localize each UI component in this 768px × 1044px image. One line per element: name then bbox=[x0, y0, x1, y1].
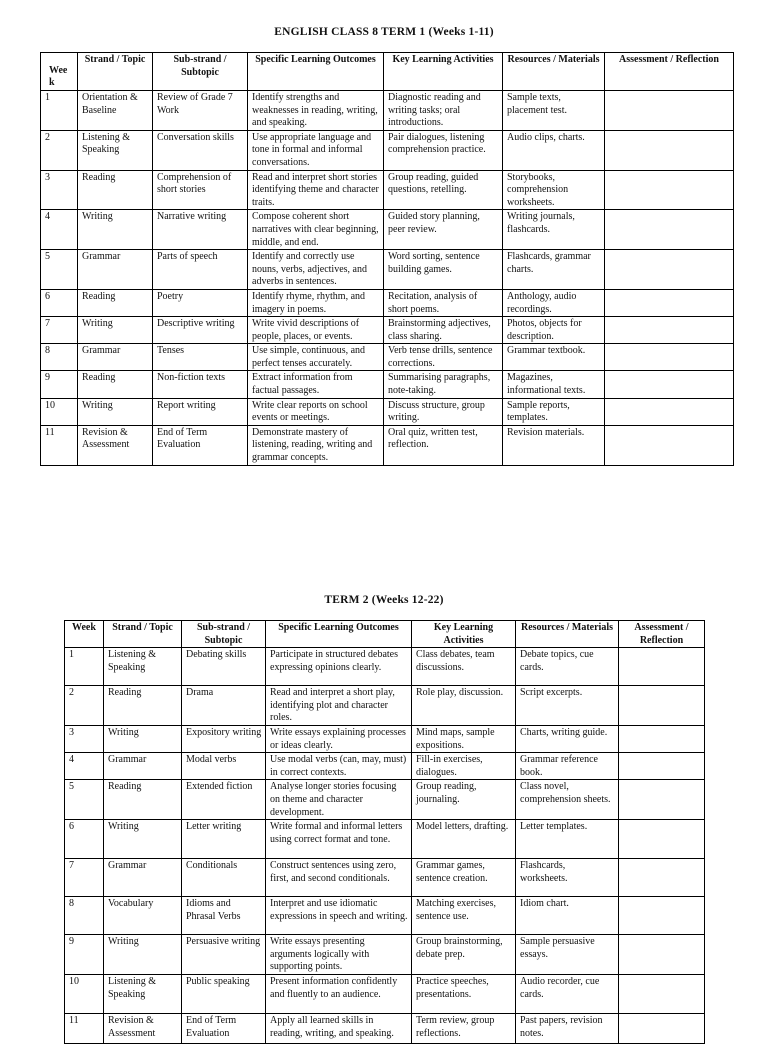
assessment-cell bbox=[619, 935, 705, 975]
resources-cell: Sample texts, placement test. bbox=[503, 91, 605, 131]
resources-cell: Anthology, audio recordings. bbox=[503, 289, 605, 316]
week-cell: 8 bbox=[65, 897, 104, 935]
term1-scheme-table bbox=[40, 52, 734, 466]
table-row bbox=[65, 935, 705, 975]
strand-cell: Writing bbox=[78, 210, 153, 250]
activities-cell: Recitation, analysis of short poems. bbox=[384, 289, 503, 316]
header-strand: Strand / Topic bbox=[78, 53, 153, 91]
outcomes-cell: Write formal and informal letters using correct format and tone. bbox=[266, 820, 412, 859]
outcomes-cell: Identify and correctly use nouns, verbs, adjectives, and adverbs in sentences. bbox=[248, 250, 384, 290]
outcomes-cell: Apply all learned skills in reading, writing, and speaking. bbox=[266, 1013, 412, 1043]
week-cell: 5 bbox=[41, 250, 78, 290]
week-cell: 11 bbox=[65, 1013, 104, 1043]
strand-cell: Listening & Speaking bbox=[104, 974, 182, 1013]
outcomes-cell: Use appropriate language and tone in formal and informal conversations. bbox=[248, 130, 384, 170]
table-row bbox=[65, 859, 705, 897]
activities-cell: Role play, discussion. bbox=[412, 686, 516, 726]
table-row bbox=[41, 344, 734, 371]
table-row bbox=[65, 648, 705, 686]
resources-cell: Magazines, informational texts. bbox=[503, 371, 605, 398]
outcomes-cell: Present information confidently and fluently to an audience. bbox=[266, 974, 412, 1013]
activities-cell: Oral quiz, written test, reflection. bbox=[384, 425, 503, 465]
assessment-cell bbox=[605, 344, 734, 371]
term1-header-row bbox=[41, 53, 734, 91]
header-activities: Key Learning Activities bbox=[384, 53, 503, 91]
resources-cell: Audio recorder, cue cards. bbox=[516, 974, 619, 1013]
strand-cell: Writing bbox=[104, 725, 182, 752]
substrand-cell: End of Term Evaluation bbox=[153, 425, 248, 465]
table-row bbox=[41, 317, 734, 344]
assessment-cell bbox=[619, 897, 705, 935]
activities-cell: Pair dialogues, listening comprehension practice. bbox=[384, 130, 503, 170]
activities-cell: Grammar games, sentence creation. bbox=[412, 859, 516, 897]
table-row bbox=[41, 91, 734, 131]
term2-title: TERM 2 (Weeks 12-22) bbox=[324, 594, 444, 606]
table-row bbox=[41, 398, 734, 425]
week-cell: 11 bbox=[41, 425, 78, 465]
resources-cell: Storybooks, comprehension worksheets. bbox=[503, 170, 605, 210]
outcomes-cell: Write essays presenting arguments logically with supporting points. bbox=[266, 935, 412, 975]
table-row bbox=[65, 780, 705, 820]
outcomes-cell: Read and interpret a short play, identifying plot and character roles. bbox=[266, 686, 412, 726]
term2-scheme-table bbox=[64, 620, 705, 1044]
resources-cell: Idiom chart. bbox=[516, 897, 619, 935]
substrand-cell: Persuasive writing bbox=[182, 935, 266, 975]
strand-cell: Grammar bbox=[104, 753, 182, 780]
activities-cell: Group brainstorming, debate prep. bbox=[412, 935, 516, 975]
substrand-cell: Modal verbs bbox=[182, 753, 266, 780]
table-row bbox=[65, 1013, 705, 1043]
activities-cell: Diagnostic reading and writing tasks; oral introductions. bbox=[384, 91, 503, 131]
assessment-cell bbox=[605, 250, 734, 290]
strand-cell: Revision & Assessment bbox=[104, 1013, 182, 1043]
strand-cell: Reading bbox=[104, 686, 182, 726]
substrand-cell: Poetry bbox=[153, 289, 248, 316]
strand-cell: Listening & Speaking bbox=[104, 648, 182, 686]
week-cell: 2 bbox=[65, 686, 104, 726]
resources-cell: Writing journals, flashcards. bbox=[503, 210, 605, 250]
activities-cell: Discuss structure, group writing. bbox=[384, 398, 503, 425]
week-cell: 9 bbox=[65, 935, 104, 975]
substrand-cell: Narrative writing bbox=[153, 210, 248, 250]
substrand-cell: Debating skills bbox=[182, 648, 266, 686]
assessment-cell bbox=[605, 91, 734, 131]
table-row bbox=[41, 210, 734, 250]
activities-cell: Verb tense drills, sentence corrections. bbox=[384, 344, 503, 371]
table-row bbox=[65, 974, 705, 1013]
outcomes-cell: Participate in structured debates expressing opinions clearly. bbox=[266, 648, 412, 686]
activities-cell: Fill-in exercises, dialogues. bbox=[412, 753, 516, 780]
week-cell: 10 bbox=[65, 974, 104, 1013]
week-cell: 9 bbox=[41, 371, 78, 398]
assessment-cell bbox=[605, 130, 734, 170]
substrand-cell: Non-fiction texts bbox=[153, 371, 248, 398]
week-cell: 5 bbox=[65, 780, 104, 820]
term1-title: ENGLISH CLASS 8 TERM 1 (Weeks 1-11) bbox=[274, 26, 494, 38]
substrand-cell: Report writing bbox=[153, 398, 248, 425]
week-cell: 10 bbox=[41, 398, 78, 425]
outcomes-cell: Demonstrate mastery of listening, reading, writing and grammar concepts. bbox=[248, 425, 384, 465]
strand-cell: Vocabulary bbox=[104, 897, 182, 935]
assessment-cell bbox=[605, 170, 734, 210]
strand-cell: Grammar bbox=[78, 344, 153, 371]
week-cell: 3 bbox=[65, 725, 104, 752]
strand-cell: Reading bbox=[78, 289, 153, 316]
outcomes-cell: Analyse longer stories focusing on theme and character development. bbox=[266, 780, 412, 820]
outcomes-cell: Compose coherent short narratives with clear beginning, middle, and end. bbox=[248, 210, 384, 250]
outcomes-cell: Write vivid descriptions of people, places, or events. bbox=[248, 317, 384, 344]
outcomes-cell: Interpret and use idiomatic expressions in speech and writing. bbox=[266, 897, 412, 935]
strand-cell: Reading bbox=[104, 780, 182, 820]
resources-cell: Audio clips, charts. bbox=[503, 130, 605, 170]
substrand-cell: Letter writing bbox=[182, 820, 266, 859]
resources-cell: Debate topics, cue cards. bbox=[516, 648, 619, 686]
outcomes-cell: Construct sentences using zero, first, and second conditionals. bbox=[266, 859, 412, 897]
strand-cell: Orientation & Baseline bbox=[78, 91, 153, 131]
assessment-cell bbox=[619, 686, 705, 726]
week-cell: 7 bbox=[41, 317, 78, 344]
header-assessment: Assessment / Reflection bbox=[605, 53, 734, 91]
activities-cell: Guided story planning, peer review. bbox=[384, 210, 503, 250]
header-resources: Resources / Materials bbox=[516, 621, 619, 648]
assessment-cell bbox=[619, 780, 705, 820]
assessment-cell bbox=[619, 1013, 705, 1043]
table-row bbox=[65, 753, 705, 780]
header-week: Wee k bbox=[41, 53, 78, 91]
substrand-cell: Conditionals bbox=[182, 859, 266, 897]
header-assessment: Assessment / Reflection bbox=[619, 621, 705, 648]
resources-cell: Grammar textbook. bbox=[503, 344, 605, 371]
table-row bbox=[65, 897, 705, 935]
substrand-cell: Comprehension of short stories bbox=[153, 170, 248, 210]
assessment-cell bbox=[619, 974, 705, 1013]
strand-cell: Reading bbox=[78, 170, 153, 210]
strand-cell: Listening & Speaking bbox=[78, 130, 153, 170]
resources-cell: Sample reports, templates. bbox=[503, 398, 605, 425]
resources-cell: Sample persuasive essays. bbox=[516, 935, 619, 975]
activities-cell: Group reading, journaling. bbox=[412, 780, 516, 820]
week-cell: 1 bbox=[65, 648, 104, 686]
resources-cell: Flashcards, worksheets. bbox=[516, 859, 619, 897]
outcomes-cell: Identify strengths and weaknesses in reading, writing, and speaking. bbox=[248, 91, 384, 131]
header-substrand: Sub-strand / Subtopic bbox=[182, 621, 266, 648]
resources-cell: Grammar reference book. bbox=[516, 753, 619, 780]
substrand-cell: Expository writing bbox=[182, 725, 266, 752]
strand-cell: Writing bbox=[104, 935, 182, 975]
assessment-cell bbox=[605, 289, 734, 316]
table-row bbox=[41, 130, 734, 170]
table-row bbox=[41, 371, 734, 398]
assessment-cell bbox=[619, 648, 705, 686]
substrand-cell: Descriptive writing bbox=[153, 317, 248, 344]
activities-cell: Group reading, guided questions, retelling. bbox=[384, 170, 503, 210]
assessment-cell bbox=[619, 753, 705, 780]
header-resources: Resources / Materials bbox=[503, 53, 605, 91]
header-outcomes: Specific Learning Outcomes bbox=[266, 621, 412, 648]
week-cell: 7 bbox=[65, 859, 104, 897]
outcomes-cell: Read and interpret short stories identifying theme and character traits. bbox=[248, 170, 384, 210]
substrand-cell: End of Term Evaluation bbox=[182, 1013, 266, 1043]
activities-cell: Model letters, drafting. bbox=[412, 820, 516, 859]
table-row bbox=[65, 725, 705, 752]
activities-cell: Matching exercises, sentence use. bbox=[412, 897, 516, 935]
resources-cell: Revision materials. bbox=[503, 425, 605, 465]
table-row bbox=[41, 425, 734, 465]
week-cell: 8 bbox=[41, 344, 78, 371]
assessment-cell bbox=[605, 425, 734, 465]
resources-cell: Flashcards, grammar charts. bbox=[503, 250, 605, 290]
week-cell: 1 bbox=[41, 91, 78, 131]
strand-cell: Grammar bbox=[104, 859, 182, 897]
assessment-cell bbox=[605, 317, 734, 344]
assessment-cell bbox=[619, 859, 705, 897]
assessment-cell bbox=[605, 371, 734, 398]
week-cell: 2 bbox=[41, 130, 78, 170]
substrand-cell: Public speaking bbox=[182, 974, 266, 1013]
substrand-cell: Drama bbox=[182, 686, 266, 726]
outcomes-cell: Use modal verbs (can, may, must) in correct contexts. bbox=[266, 753, 412, 780]
resources-cell: Script excerpts. bbox=[516, 686, 619, 726]
outcomes-cell: Write essays explaining processes or ideas clearly. bbox=[266, 725, 412, 752]
resources-cell: Class novel, comprehension sheets. bbox=[516, 780, 619, 820]
outcomes-cell: Use simple, continuous, and perfect tenses accurately. bbox=[248, 344, 384, 371]
activities-cell: Mind maps, sample expositions. bbox=[412, 725, 516, 752]
table-row bbox=[41, 250, 734, 290]
resources-cell: Past papers, revision notes. bbox=[516, 1013, 619, 1043]
assessment-cell bbox=[619, 820, 705, 859]
outcomes-cell: Write clear reports on school events or meetings. bbox=[248, 398, 384, 425]
header-activities: Key Learning Activities bbox=[412, 621, 516, 648]
activities-cell: Class debates, team discussions. bbox=[412, 648, 516, 686]
header-week: Week bbox=[65, 621, 104, 648]
strand-cell: Reading bbox=[78, 371, 153, 398]
resources-cell: Letter templates. bbox=[516, 820, 619, 859]
week-cell: 6 bbox=[65, 820, 104, 859]
substrand-cell: Extended fiction bbox=[182, 780, 266, 820]
table-row bbox=[65, 820, 705, 859]
activities-cell: Word sorting, sentence building games. bbox=[384, 250, 503, 290]
activities-cell: Summarising paragraphs, note-taking. bbox=[384, 371, 503, 398]
week-cell: 3 bbox=[41, 170, 78, 210]
substrand-cell: Parts of speech bbox=[153, 250, 248, 290]
term2-header-row bbox=[65, 621, 705, 648]
header-substrand: Sub-strand / Subtopic bbox=[153, 53, 248, 91]
outcomes-cell: Identify rhyme, rhythm, and imagery in poems. bbox=[248, 289, 384, 316]
activities-cell: Practice speeches, presentations. bbox=[412, 974, 516, 1013]
assessment-cell bbox=[605, 398, 734, 425]
outcomes-cell: Extract information from factual passages. bbox=[248, 371, 384, 398]
substrand-cell: Conversation skills bbox=[153, 130, 248, 170]
resources-cell: Photos, objects for description. bbox=[503, 317, 605, 344]
resources-cell: Charts, writing guide. bbox=[516, 725, 619, 752]
assessment-cell bbox=[605, 210, 734, 250]
strand-cell: Writing bbox=[104, 820, 182, 859]
week-cell: 6 bbox=[41, 289, 78, 316]
header-outcomes: Specific Learning Outcomes bbox=[248, 53, 384, 91]
assessment-cell bbox=[619, 725, 705, 752]
table-row bbox=[65, 686, 705, 726]
week-cell: 4 bbox=[65, 753, 104, 780]
substrand-cell: Idioms and Phrasal Verbs bbox=[182, 897, 266, 935]
activities-cell: Brainstorming adjectives, class sharing. bbox=[384, 317, 503, 344]
strand-cell: Grammar bbox=[78, 250, 153, 290]
substrand-cell: Tenses bbox=[153, 344, 248, 371]
strand-cell: Writing bbox=[78, 317, 153, 344]
activities-cell: Term review, group reflections. bbox=[412, 1013, 516, 1043]
table-row bbox=[41, 289, 734, 316]
strand-cell: Revision & Assessment bbox=[78, 425, 153, 465]
header-strand: Strand / Topic bbox=[104, 621, 182, 648]
table-row bbox=[41, 170, 734, 210]
strand-cell: Writing bbox=[78, 398, 153, 425]
substrand-cell: Review of Grade 7 Work bbox=[153, 91, 248, 131]
week-cell: 4 bbox=[41, 210, 78, 250]
